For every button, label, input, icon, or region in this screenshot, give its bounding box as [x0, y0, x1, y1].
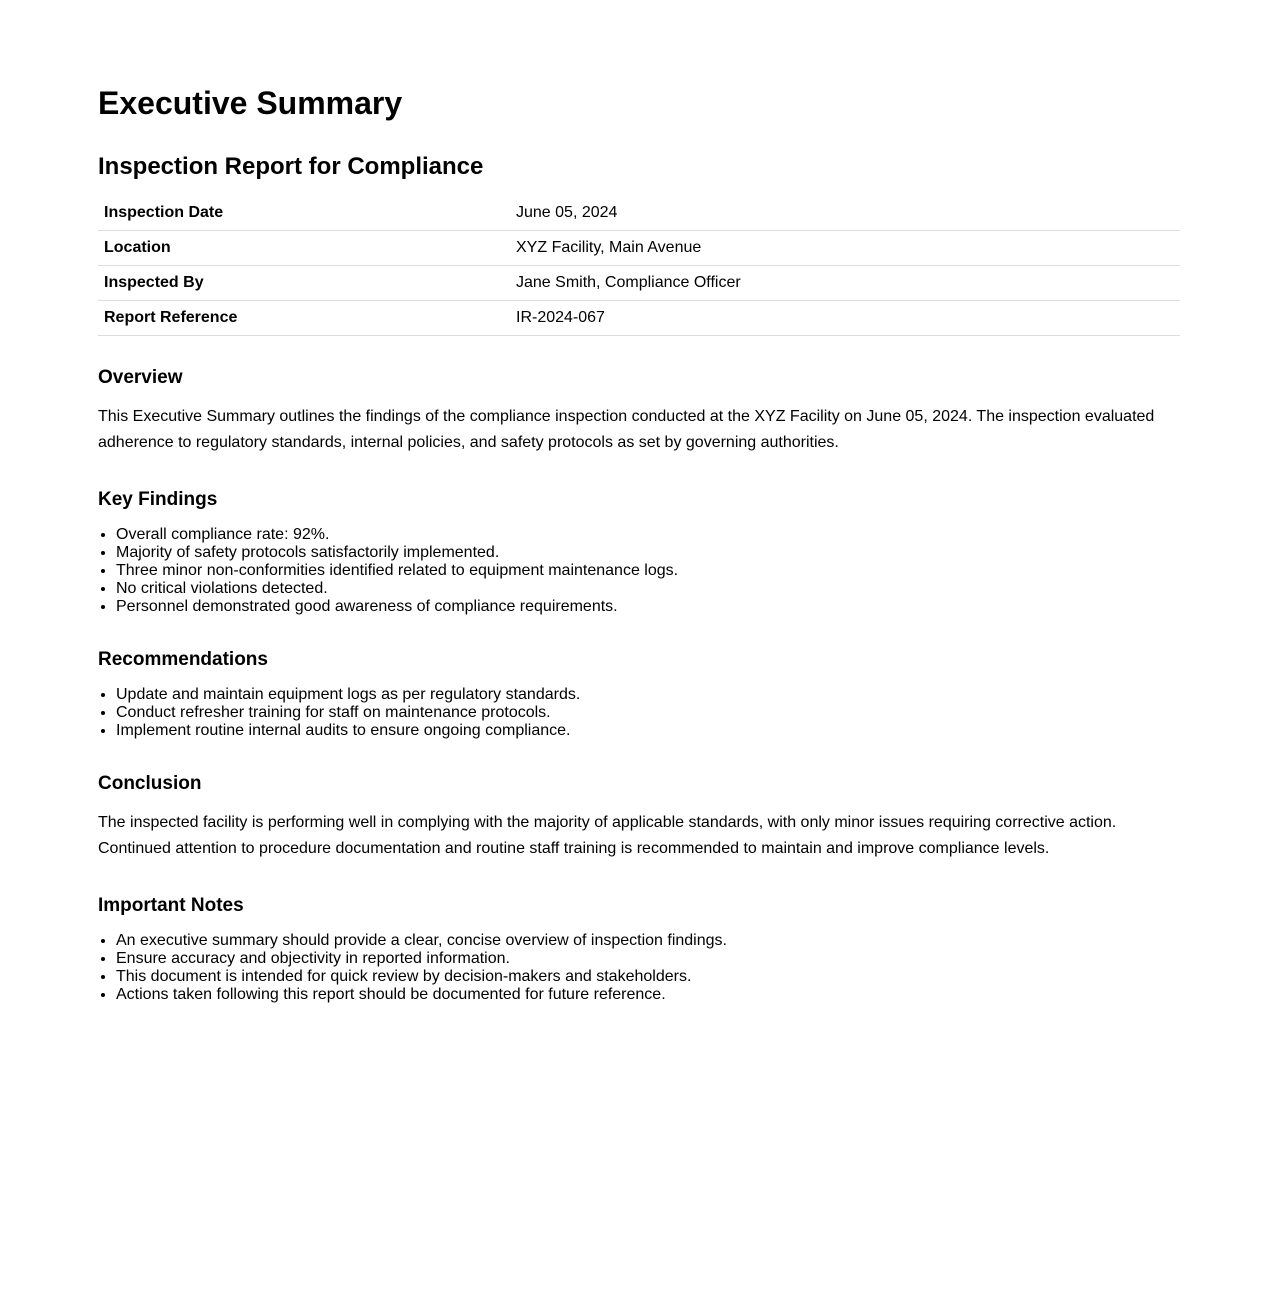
- table-row: [98, 196, 1180, 231]
- conclusion-text: The inspected facility is performing well in complying with the majority of applicable standards, with only minor issues requiring corrective action. Continued attention to procedure documentation and routine staff training is recommended to maintain and improve compliance levels.: [98, 814, 1117, 857]
- recommendations-list: [98, 686, 1180, 740]
- recommendations-heading: Recommendations: [98, 649, 268, 670]
- list-item: • Overall compliance rate: 92%.: [116, 526, 1180, 544]
- overview-text: This Executive Summary outlines the findings of the compliance inspection conducted at the XYZ Facility on June 05, 2024. The inspection evaluated adherence to regulatory standards, internal policies, and safety protocols as set by governing authorities.: [98, 408, 1155, 451]
- key-findings-heading: Key Findings: [98, 489, 218, 510]
- key-findings-list: [98, 526, 1180, 616]
- key-findings-section: [98, 488, 1180, 616]
- report-info-table: [98, 196, 1180, 336]
- inspected-by-value: Jane Smith, Compliance Officer: [510, 266, 1180, 301]
- list-item: • Ensure accuracy and objectivity in reported information.: [116, 950, 1180, 968]
- recommendations-section: [98, 648, 1180, 740]
- list-item: • Implement routine internal audits to ensure ongoing compliance.: [116, 722, 1180, 740]
- report-subtitle: Inspection Report for Compliance: [98, 153, 484, 180]
- overview-section: [98, 366, 1180, 456]
- inspected-by-label: Inspected By: [98, 266, 510, 301]
- table-row: [98, 301, 1180, 336]
- conclusion-heading: Conclusion: [98, 773, 202, 794]
- overview-heading: Overview: [98, 367, 183, 388]
- inspection-date-label: Inspection Date: [98, 196, 510, 231]
- list-item: • This document is intended for quick review by decision-makers and stakeholders.: [116, 968, 1180, 986]
- list-item: • An executive summary should provide a clear, concise overview of inspection findings.: [116, 932, 1180, 950]
- important-notes-heading: Important Notes: [98, 895, 244, 916]
- list-item: • No critical violations detected.: [116, 580, 1180, 598]
- conclusion-section: [98, 772, 1180, 862]
- list-item: • Update and maintain equipment logs as per regulatory standards.: [116, 686, 1180, 704]
- location-value: XYZ Facility, Main Avenue: [510, 231, 1180, 266]
- important-notes-section: [98, 894, 1180, 1004]
- important-notes-list: [98, 932, 1180, 1004]
- list-item: • Three minor non-conformities identified related to equipment maintenance logs.: [116, 562, 1180, 580]
- page-title: Executive Summary: [98, 85, 403, 121]
- table-row: [98, 266, 1180, 301]
- table-row: [98, 231, 1180, 266]
- list-item: • Majority of safety protocols satisfactorily implemented.: [116, 544, 1180, 562]
- report-reference-label: Report Reference: [98, 301, 510, 336]
- location-label: Location: [98, 231, 510, 266]
- list-item: • Actions taken following this report should be documented for future reference.: [116, 986, 1180, 1004]
- report-reference-value: IR-2024-067: [510, 301, 1180, 336]
- list-item: • Conduct refresher training for staff on maintenance protocols.: [116, 704, 1180, 722]
- inspection-date-value: June 05, 2024: [510, 196, 1180, 231]
- list-item: • Personnel demonstrated good awareness of compliance requirements.: [116, 598, 1180, 616]
